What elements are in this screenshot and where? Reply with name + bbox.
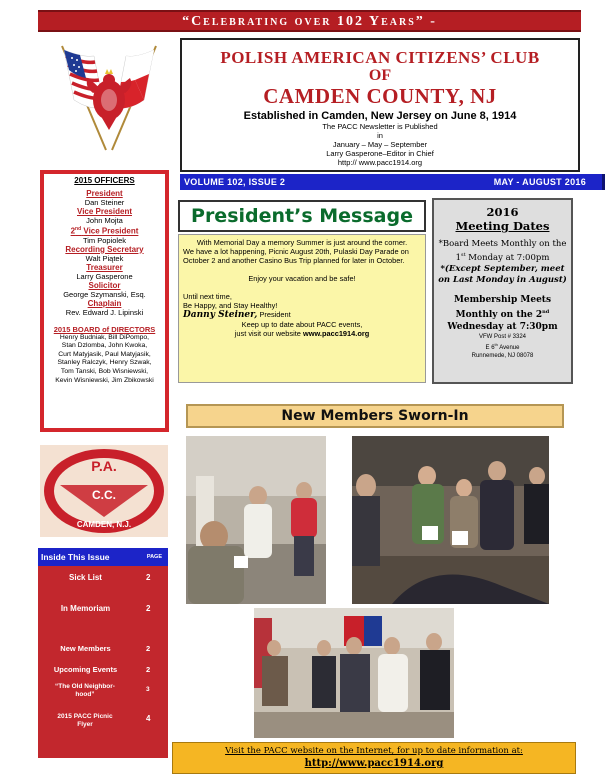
membership-meeting-info: Membership Meets Monthly on the 2nd bbox=[453, 294, 552, 320]
publish-months: January – May – September bbox=[332, 140, 428, 149]
officers-header: 2015 OFFICERS bbox=[74, 176, 135, 185]
toc-list: Sick List 2 In Memoriam 2 New Members 2 Upcoming Events 2 “The Old Neighbor-hood” 3 2015 PACC Picnic Flyer 4 bbox=[38, 566, 168, 758]
footer-text: Visit the PACC website on the Internet, for up to date information at: bbox=[225, 746, 523, 756]
signature: Danny Steiner, bbox=[183, 310, 258, 320]
president-message: With Memorial Day a memory Summer is just around the corner. We have a lot happening, Picnic August 20th, Pulaski Day Parade on October 2 and another Casino Bus Trip planned for later in October. Enjoy your vacation and be safe! Until next time, Be Happy, and Stay Healthy! Danny Steiner, President Keep up to date about PACC events, just visit our website www.pacc1914.org bbox=[178, 234, 426, 383]
board-list: Henry Budniak, Bill DiPompo, Stan Dzlomba, John Kwoka, Curt Matyjasik, Paul Matyjasik, Stanley Ralczyk, Henry Szwak, Tom Tanski, Bob Wisniewski, Kevin Wisniewski, Jim Zbikowski bbox=[55, 333, 154, 384]
board-header: 2015 BOARD of DIRECTORS bbox=[53, 324, 156, 334]
footer-link[interactable]: http://www.pacc1914.org bbox=[304, 758, 444, 769]
flags-emblem bbox=[44, 38, 174, 158]
logo-mid-text: C.C. bbox=[92, 488, 116, 502]
website-link[interactable]: www.pacc1914.org bbox=[302, 329, 370, 338]
meeting-exception: *(Except September, meet on Last Monday in August) bbox=[438, 263, 567, 285]
officer-entry: Recording Secretary Walt Piątek bbox=[65, 244, 144, 263]
publish-info: The PACC Newsletter is Published bbox=[322, 122, 438, 131]
president-heading: President’s Message bbox=[178, 200, 426, 232]
officer-entry: President Dan Steiner bbox=[84, 189, 125, 207]
club-logo bbox=[40, 445, 168, 537]
officer-entry: Solicitor George Szymanski, Esq. bbox=[63, 280, 146, 299]
page-column-label: PAGE bbox=[146, 554, 162, 560]
publish-in: in bbox=[377, 131, 383, 140]
banner-title: “Celebrating over 102 Years” - bbox=[38, 10, 581, 32]
editor-line: Larry Gasperone–Editor in Chief bbox=[326, 149, 434, 158]
inside-header: Inside This Issue PAGE bbox=[38, 548, 168, 566]
officer-entry: Treasurer Larry Gasperone bbox=[76, 262, 133, 281]
club-name-of: OF bbox=[368, 67, 392, 84]
website-line[interactable]: http:// www.pacc1914.org bbox=[337, 158, 423, 167]
officer-entry: Chaplain Rev. Edward J. Lipinski bbox=[65, 298, 144, 317]
masthead bbox=[180, 38, 580, 172]
officers-box bbox=[40, 170, 169, 432]
logo-top-text: P.A. bbox=[91, 458, 117, 474]
new-members-heading: New Members Sworn-In bbox=[186, 404, 564, 428]
photo-new-members-3 bbox=[254, 608, 454, 738]
volume-issue: VOLUME 102, ISSUE 2 bbox=[184, 177, 286, 187]
inside-this-issue bbox=[38, 548, 168, 758]
issue-dates: MAY - AUGUST 2016 bbox=[493, 177, 586, 187]
volume-bar bbox=[180, 174, 605, 190]
meeting-dates-title: Meeting Dates bbox=[455, 219, 550, 233]
board-meeting-info: *Board Meets Monthly on the 1st Monday at 7:00pm bbox=[438, 239, 567, 263]
photo-new-members-1 bbox=[186, 436, 326, 604]
officer-entry: Vice President John Mojta bbox=[77, 207, 132, 225]
club-name: POLISH AMERICAN CITIZENS’ CLUB bbox=[220, 48, 540, 67]
logo-bottom-text: CAMDEN, N.J. bbox=[76, 520, 132, 529]
established-line: Established in Camden, New Jersey on June 8, 1914 bbox=[243, 110, 517, 122]
meeting-dates-box: 2016 Meeting Dates *Board Meets Monthly on the 1st Monday at 7:00pm *(Except September, meet on Last Monday in August) Membership Meets Monthly on the 2nd Wednesday at 7:30pm VFW Post # 3324 E 6th Avenue Runnemede, NJ 08078 bbox=[432, 198, 573, 384]
signature-line: Danny Steiner, President bbox=[183, 310, 291, 320]
club-county: CAMDEN COUNTY, NJ bbox=[263, 84, 497, 108]
photo-new-members-2 bbox=[352, 436, 549, 604]
website-footer bbox=[172, 742, 576, 774]
officer-entry: 2nd Vice President Tim Popiolek bbox=[70, 226, 139, 245]
